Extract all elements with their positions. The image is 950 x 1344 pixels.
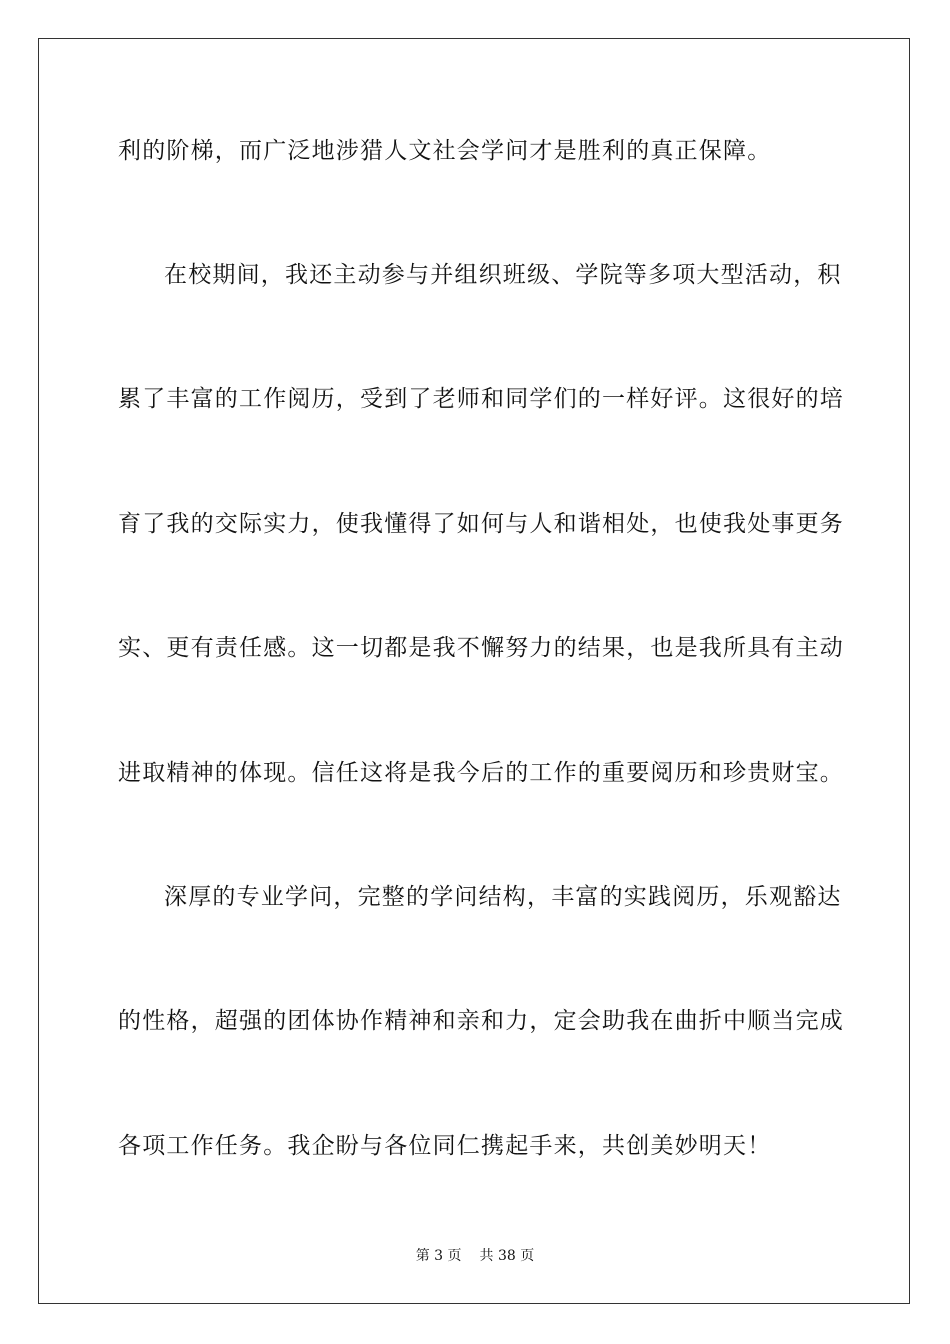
text-line: 实、更有责任感。这一切都是我不懈努力的结果，也是我所具有主动 — [118, 635, 844, 661]
page-total: 共 38 页 — [479, 1248, 535, 1264]
page-border — [38, 38, 910, 1304]
paragraph-start-line: 深厚的专业学问，完整的学问结构，丰富的实践阅历，乐观豁达 — [164, 884, 842, 910]
text-line: 利的阶梯，而广泛地涉猎人文社会学问才是胜利的真正保障。 — [118, 138, 772, 164]
text-line: 的性格，超强的团体协作精神和亲和力，定会助我在曲折中顺当完成 — [118, 1008, 844, 1034]
text-line: 各项工作任务。我企盼与各位同仁携起手来，共创美妙明天！ — [118, 1133, 772, 1159]
text-line: 育了我的交际实力，使我懂得了如何与人和谐相处，也使我处事更务 — [118, 511, 844, 537]
text-line: 累了丰富的工作阅历，受到了老师和同学们的一样好评。这很好的培 — [118, 386, 844, 412]
paragraph-start-line: 在校期间，我还主动参与并组织班级、学院等多项大型活动，积 — [164, 262, 842, 288]
text-line: 进取精神的体现。信任这将是我今后的工作的重要阅历和珍贵财宝。 — [118, 760, 844, 786]
page-footer — [0, 1246, 950, 1266]
page-number: 第 3 页 — [415, 1248, 462, 1264]
